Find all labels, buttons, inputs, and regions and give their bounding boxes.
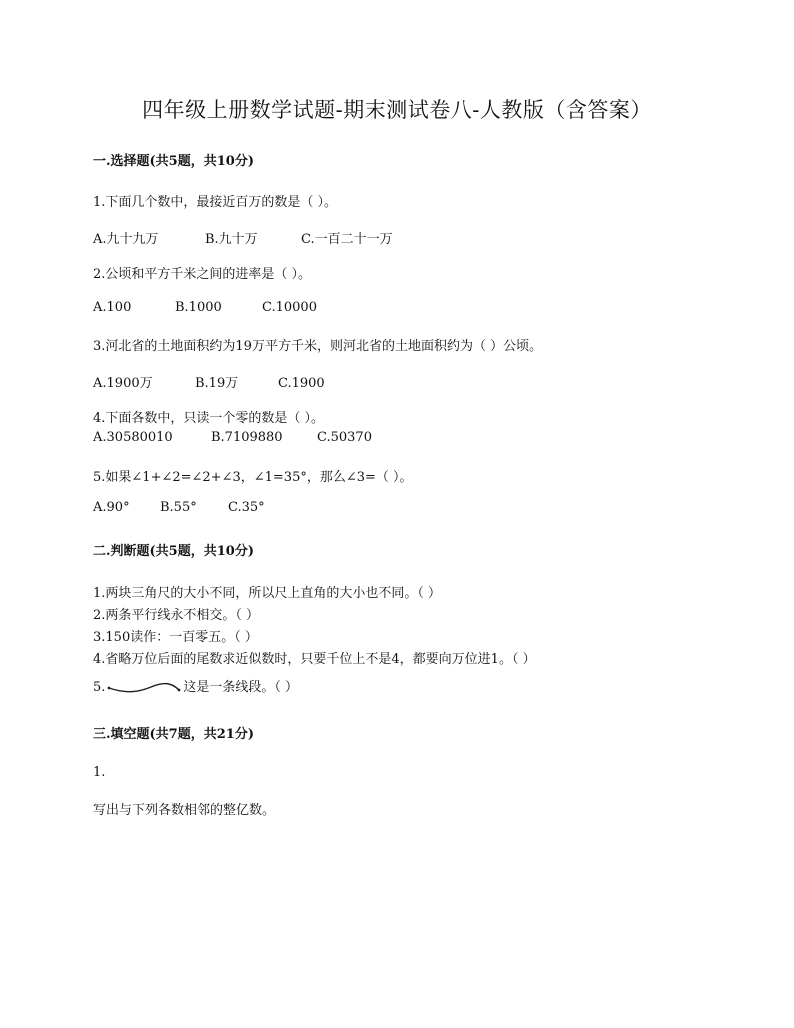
option-b: B.55° [160,500,197,515]
section-heading-judgment: 二.判断题(共5题，共10分) [93,544,254,559]
option-c: C.10000 [262,300,317,315]
judgment-item [93,676,298,696]
options-row [93,430,372,445]
option-c: C.50370 [317,430,372,445]
option-b: B.19万 [195,376,239,391]
page-title: 四年级上册数学试题-期末测试卷八-人教版（含答案） [142,98,652,122]
option-c: C.一百二十一万 [301,232,393,247]
option-b: B.1000 [175,300,222,315]
curved-line-figure [105,680,183,696]
question-number: 1. [93,765,106,780]
option-a: A.90° [93,500,130,515]
section-heading-choice: 一.选择题(共5题，共10分) [93,154,254,169]
option-c: C.1900 [278,376,325,391]
question-text: 写出与下列各数相邻的整亿数。 [93,803,276,818]
judgment-item: 2.两条平行线永不相交。（ ） [93,608,260,623]
option-a: A.100 [93,300,132,315]
judgment-item: 4.省略万位后面的尾数求近似数时，只要千位上不是4，都要向万位进1。（ ） [93,652,536,667]
item-text: 这是一条线段。（ ） [183,680,299,695]
question-text: 4.下面各数中，只读一个零的数是（ ）。 [93,411,325,426]
question-text: 2.公顷和平方千米之间的进率是（ ）。 [93,267,312,282]
option-b: B.九十万 [205,232,258,247]
option-a: A.30580010 [93,430,173,445]
options-row [93,228,393,247]
judgment-item: 1.两块三角尺的大小不同，所以尺上直角的大小也不同。（ ） [93,586,442,601]
judgment-item: 3.150读作：一百零五。（ ） [93,630,258,645]
option-a: A.九十九万 [93,232,159,247]
option-a: A.1900万 [93,376,153,391]
option-c: C.35° [228,500,265,515]
options-row [93,500,265,515]
item-number: 5. [93,680,106,695]
option-b: B.7109880 [211,430,283,445]
question-text: 1.下面几个数中，最接近百万的数是（ ）。 [93,195,338,210]
section-heading-fill: 三.填空题(共7题，共21分) [93,727,254,742]
options-row [93,300,317,315]
question-text: 3.河北省的土地面积约为19万平方千米，则河北省的土地面积约为（ ）公顷。 [93,339,543,354]
options-row [93,372,325,391]
question-text: 5.如果∠1+∠2=∠2+∠3，∠1=35°，那么∠3=（ ）。 [93,470,413,485]
